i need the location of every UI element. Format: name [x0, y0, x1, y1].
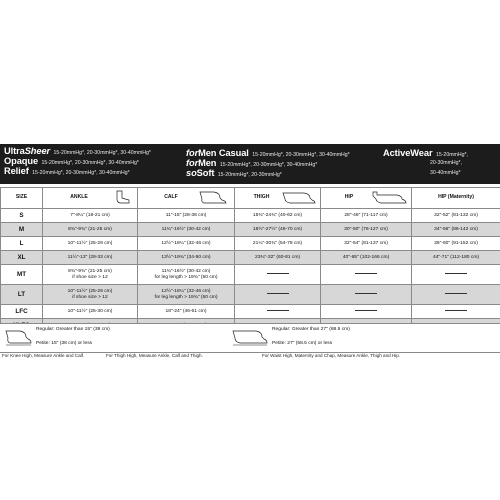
cell-thigh	[235, 265, 321, 285]
cell-hip-maternity	[412, 305, 500, 319]
header-line-formen: forMen 15-20mmHg*, 20-30mmHg*, 30-40mmHg*	[186, 158, 318, 168]
col-calf: CALF	[138, 188, 235, 209]
cell-value: 36"-60" (91-152 cm)	[434, 240, 478, 246]
cell-calf	[138, 285, 235, 305]
col-ankle: ANKLE	[43, 188, 138, 209]
leg-length-short-icon	[4, 327, 32, 347]
legend-regular-long: Regular: Greater than 27" (68.5 cm)	[272, 327, 350, 332]
note-knee-high: For Knee High, Measure Ankle and Calf.	[2, 353, 85, 358]
cell-hip	[321, 237, 412, 251]
table-row	[1, 285, 500, 305]
ankle-sock-icon	[111, 190, 131, 206]
cell-thigh	[235, 285, 321, 305]
table-row	[1, 237, 500, 251]
cell-ankle	[43, 305, 138, 319]
cell-hip	[321, 285, 412, 305]
header-line-activewear-2: 20-30mmHg*,	[430, 160, 463, 166]
empty-dash	[445, 273, 467, 274]
cell-ankle	[43, 251, 138, 265]
cell-value: 40"-65" (102-166 cm)	[342, 254, 390, 260]
header-line-activewear: ActiveWear 15-20mmHg*,	[383, 148, 468, 158]
table-header-row	[1, 188, 500, 209]
empty-dash	[355, 273, 377, 274]
cell-hip	[321, 265, 412, 285]
cell-value: 44"-71" (112-180 cm)	[432, 254, 480, 260]
cell-value: LT	[17, 290, 26, 298]
thigh-high-icon	[282, 190, 316, 206]
cell-value: 12½"-18¼" (32-46 cm)	[161, 288, 211, 294]
cell-size	[1, 285, 43, 305]
table-row	[1, 209, 500, 223]
cell-value: 8¾"-9¾" (21-25 cm)	[68, 268, 112, 274]
empty-dash	[267, 293, 289, 294]
cell-size	[1, 223, 43, 237]
cell-value: 11¾"-16½" (30-42 cm)	[161, 268, 211, 274]
cell-calf	[138, 237, 235, 251]
cell-calf	[138, 209, 235, 223]
cell-hip	[321, 223, 412, 237]
cell-value: 8¾"-9¾" (21-25 cm)	[68, 226, 112, 232]
cell-ankle	[43, 265, 138, 285]
col-thigh: THIGH	[235, 188, 321, 209]
pantyhose-icon	[371, 190, 407, 206]
cell-value: 11½"-13" (29-33 cm)	[67, 254, 113, 260]
cell-value: 13½"-19¾" (34-50 cm)	[161, 254, 211, 260]
header-line-formen-casual: forMen Casual 15-20mmHg*, 20-30mmHg*, 30-40mmHg*	[186, 148, 350, 158]
cell-value: MT	[16, 270, 27, 278]
cell-hip	[321, 209, 412, 223]
cell-value: 32"-52" (81-132 cm)	[434, 212, 478, 218]
empty-dash	[355, 293, 377, 294]
cell-calf	[138, 305, 235, 319]
cell-size	[1, 237, 43, 251]
cell-value: 21¼"-30¾" (54-78 cm)	[252, 240, 303, 246]
header-line-sosoft: soSoft 15-20mmHg*, 20-30mmHg*	[186, 168, 282, 178]
cell-ankle	[43, 285, 138, 305]
legend-petite-long: Petite: 27" (68.5 cm) or less	[272, 341, 333, 346]
col-hip-maternity: HIP (Maternity)	[412, 188, 500, 209]
cell-hip	[321, 251, 412, 265]
cell-value: M	[18, 225, 25, 233]
cell-ankle	[43, 223, 138, 237]
col-hip: HIP	[321, 188, 412, 209]
cell-hip-maternity	[412, 265, 500, 285]
empty-dash	[355, 310, 377, 311]
cell-condition: for leg length > 19¾" (50 cm)	[154, 274, 218, 280]
cell-value: 11¾"-16½" (30-42 cm)	[161, 226, 211, 232]
cell-calf	[138, 265, 235, 285]
table-row	[1, 305, 500, 319]
cell-thigh	[235, 251, 321, 265]
cell-ankle	[43, 237, 138, 251]
leg-length-long-icon	[232, 327, 268, 347]
knee-high-icon	[198, 190, 228, 206]
cell-value: L	[19, 239, 24, 247]
cell-size	[1, 305, 43, 319]
header-line-opaque: Opaque 15-20mmHg*, 20-30mmHg*, 30-40mmHg*	[4, 156, 139, 166]
cell-value: 15¾"-24¾" (40-62 cm)	[252, 212, 303, 218]
cell-hip	[321, 305, 412, 319]
cell-hip-maternity	[412, 285, 500, 305]
legend-regular-short: Regular: Greater than 15" (38 cm)	[36, 327, 110, 332]
cell-value: LFC	[15, 307, 28, 315]
cell-thigh	[235, 223, 321, 237]
cell-thigh	[235, 237, 321, 251]
cell-hip-maternity	[412, 237, 500, 251]
header-line-ultrasheer: UltraSheer 15-20mmHg*, 20-30mmHg*, 30-40mmHg*	[4, 146, 151, 156]
legend-petite-short: Petite: 15" (38 cm) or less	[36, 341, 93, 346]
cell-value: 10"-11½" (25-29 cm)	[67, 288, 113, 294]
product-line-banner	[0, 144, 500, 184]
cell-size	[1, 265, 43, 285]
cell-value: 28"-46" (71-117 cm)	[344, 212, 388, 218]
cell-value: S	[19, 211, 24, 219]
cell-calf	[138, 223, 235, 237]
note-thigh-high: For Thigh High, Measure Ankle, Calf and Thigh.	[106, 353, 203, 358]
cell-value: 10"-11½" (25-29 cm)	[67, 240, 113, 246]
col-size: SIZE	[1, 188, 43, 209]
empty-dash	[445, 293, 467, 294]
cell-value: 32"-54" (81-137 cm)	[344, 240, 388, 246]
table-row	[1, 265, 500, 285]
cell-value: 18½"-27½" (46-70 cm)	[252, 226, 303, 232]
cell-thigh	[235, 305, 321, 319]
cell-value: 34"-56" (86-142 cm)	[434, 226, 478, 232]
size-chart-table	[0, 187, 500, 333]
cell-value: 10"-11½" (25-30 cm)	[67, 308, 113, 314]
cell-value: 30"-50" (76-127 cm)	[344, 226, 388, 232]
cell-size	[1, 251, 43, 265]
leg-length-legend	[0, 323, 500, 353]
cell-calf	[138, 251, 235, 265]
empty-dash	[267, 310, 289, 311]
cell-hip-maternity	[412, 209, 500, 223]
empty-dash	[267, 273, 289, 274]
cell-value: XL	[17, 253, 26, 261]
cell-thigh	[235, 209, 321, 223]
cell-condition: if shoe size > 12	[72, 294, 108, 300]
cell-condition: if shoe size > 12	[72, 274, 108, 280]
table-row	[1, 251, 500, 265]
cell-value: 7"-8¼" (18-21 cm)	[70, 212, 110, 218]
cell-size	[1, 209, 43, 223]
cell-value: 23¾"-32" (60-81 cm)	[254, 254, 301, 260]
cell-value: 12½"-18¼" (32-46 cm)	[161, 240, 211, 246]
cell-value: 11"-15" (28-38 cm)	[165, 212, 207, 218]
cell-condition: for leg length > 19¾" (50 cm)	[154, 294, 218, 300]
cell-value: 18"-24" (46-61 cm)	[165, 308, 207, 314]
table-row	[1, 223, 500, 237]
empty-dash	[445, 310, 467, 311]
note-waist-high: For Waist High, Maternity and Chap, Measure Ankle, Thigh and Hip.	[262, 353, 401, 358]
header-line-activewear-3: 30-40mmHg*	[430, 170, 461, 176]
cell-hip-maternity	[412, 251, 500, 265]
header-line-relief: Relief 15-20mmHg*, 20-30mmHg*, 30-40mmHg*	[4, 166, 130, 176]
cell-hip-maternity	[412, 223, 500, 237]
cell-ankle	[43, 209, 138, 223]
